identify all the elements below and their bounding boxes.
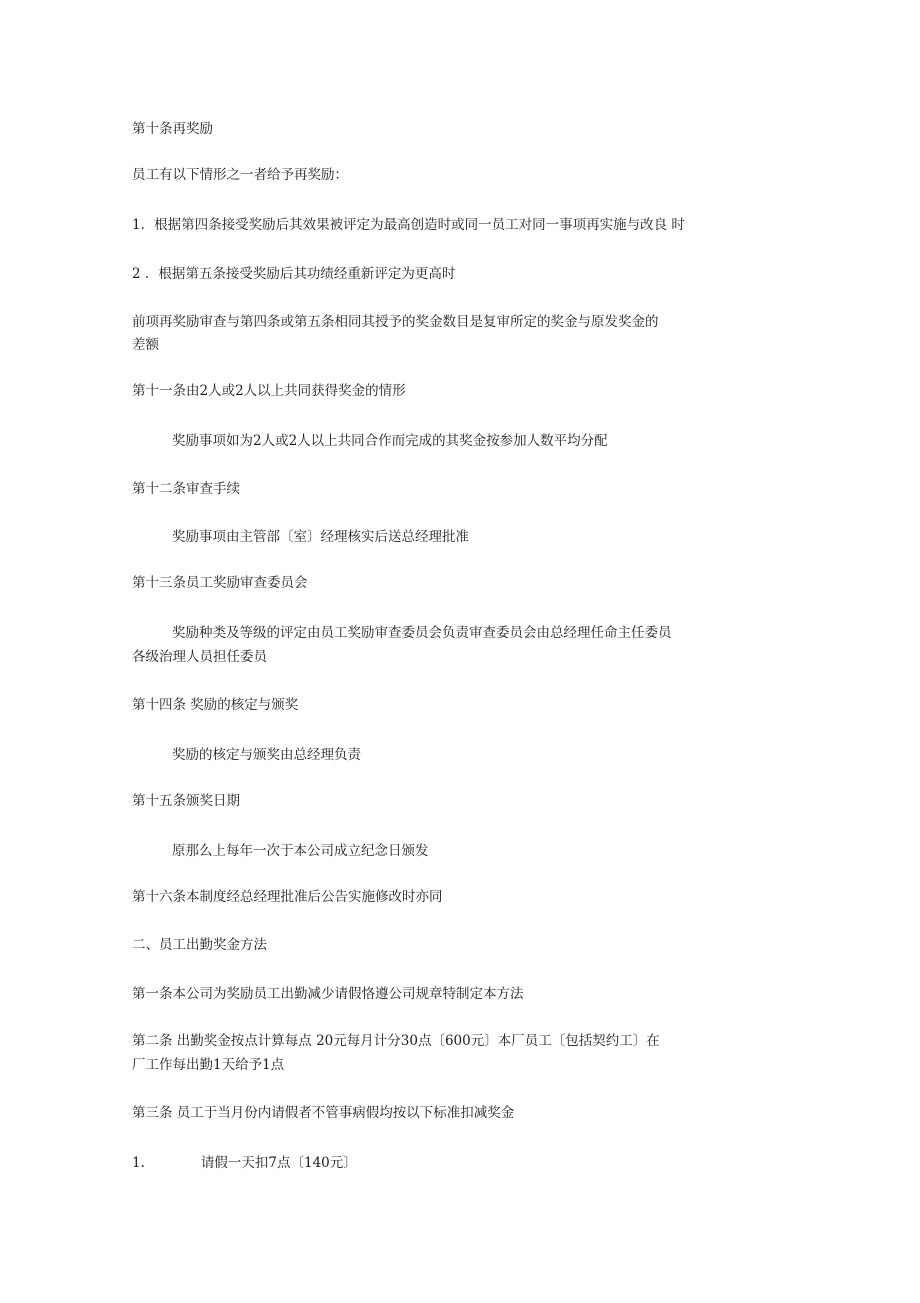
s2-art2-line-1: 第二条 出勤奖金按点计算每点 20元每月计分30点〔600元〕本厂员工〔包括契约工〕在 xyxy=(132,1033,660,1049)
s2-art3: 第三条 员工于当月份内请假者不管事病假均按以下标准扣减奖金 xyxy=(132,1105,515,1121)
art12-title: 第十二条审查手续 xyxy=(132,481,240,497)
art12-body: 奖励事项由主管部〔室〕经理核实后送总经理批准 xyxy=(172,529,469,545)
art10-item-1: 1．根据第四条接受奖励后其效果被评定为最高创造时或同一员工对同一事项再实施与改良 时 xyxy=(132,217,685,233)
art11-title: 第十一条由2人或2人以上共同获得奖金的情形 xyxy=(132,383,406,399)
art15-title: 第十五条颁奖日期 xyxy=(132,793,240,809)
art10-note-line-2: 差额 xyxy=(132,337,159,353)
art15-body: 原那么上每年一次于本公司成立纪念日颁发 xyxy=(172,843,429,859)
art10-title: 第十条再奖励 xyxy=(132,121,213,137)
s2-item-1 xyxy=(132,1151,357,1175)
s2-art1: 第一条本公司为奖励员工出勤减少请假恪遵公司规章特制定本方法 xyxy=(132,986,524,1002)
art16-title: 第十六条本制度经总经理批准后公告实施修改时亦同 xyxy=(132,889,443,905)
art13-title: 第十三条员工奖励审查委员会 xyxy=(132,575,308,591)
art10-intro: 员工有以下情形之一者给予再奖励： xyxy=(132,167,348,183)
art11-body: 奖励事项如为2人或2人以上共同合作而完成的其奖金按参加人数平均分配 xyxy=(172,433,608,449)
art13-body-line-1: 奖励种类及等级的评定由员工奖励审查委员会负责审查委员会由总经理任命主任委员 xyxy=(172,625,672,641)
art14-body: 奖励的核定与颁奖由总经理负责 xyxy=(172,747,361,763)
art10-note-line-1: 前项再奖励审查与第四条或第五条相同其授予的奖金数目是复审所定的奖金与原发奖金的 xyxy=(132,314,659,330)
art10-item-2: 2 ．根据第五条接受奖励后其功绩经重新评定为更高时 xyxy=(132,266,456,282)
art14-title: 第十四条 奖励的核定与颁奖 xyxy=(132,697,299,713)
s2-item-1-number: 1. xyxy=(132,1155,145,1171)
section-2-title: 二、员工出勤奖金方法 xyxy=(132,937,267,953)
s2-item-1-text: 请假一天扣7点〔140元〕 xyxy=(200,1155,357,1171)
s2-art2-line-2: 厂工作每出勤1天给予1点 xyxy=(132,1057,285,1073)
art13-body-line-2: 各级治理人员担任委员 xyxy=(132,649,267,665)
